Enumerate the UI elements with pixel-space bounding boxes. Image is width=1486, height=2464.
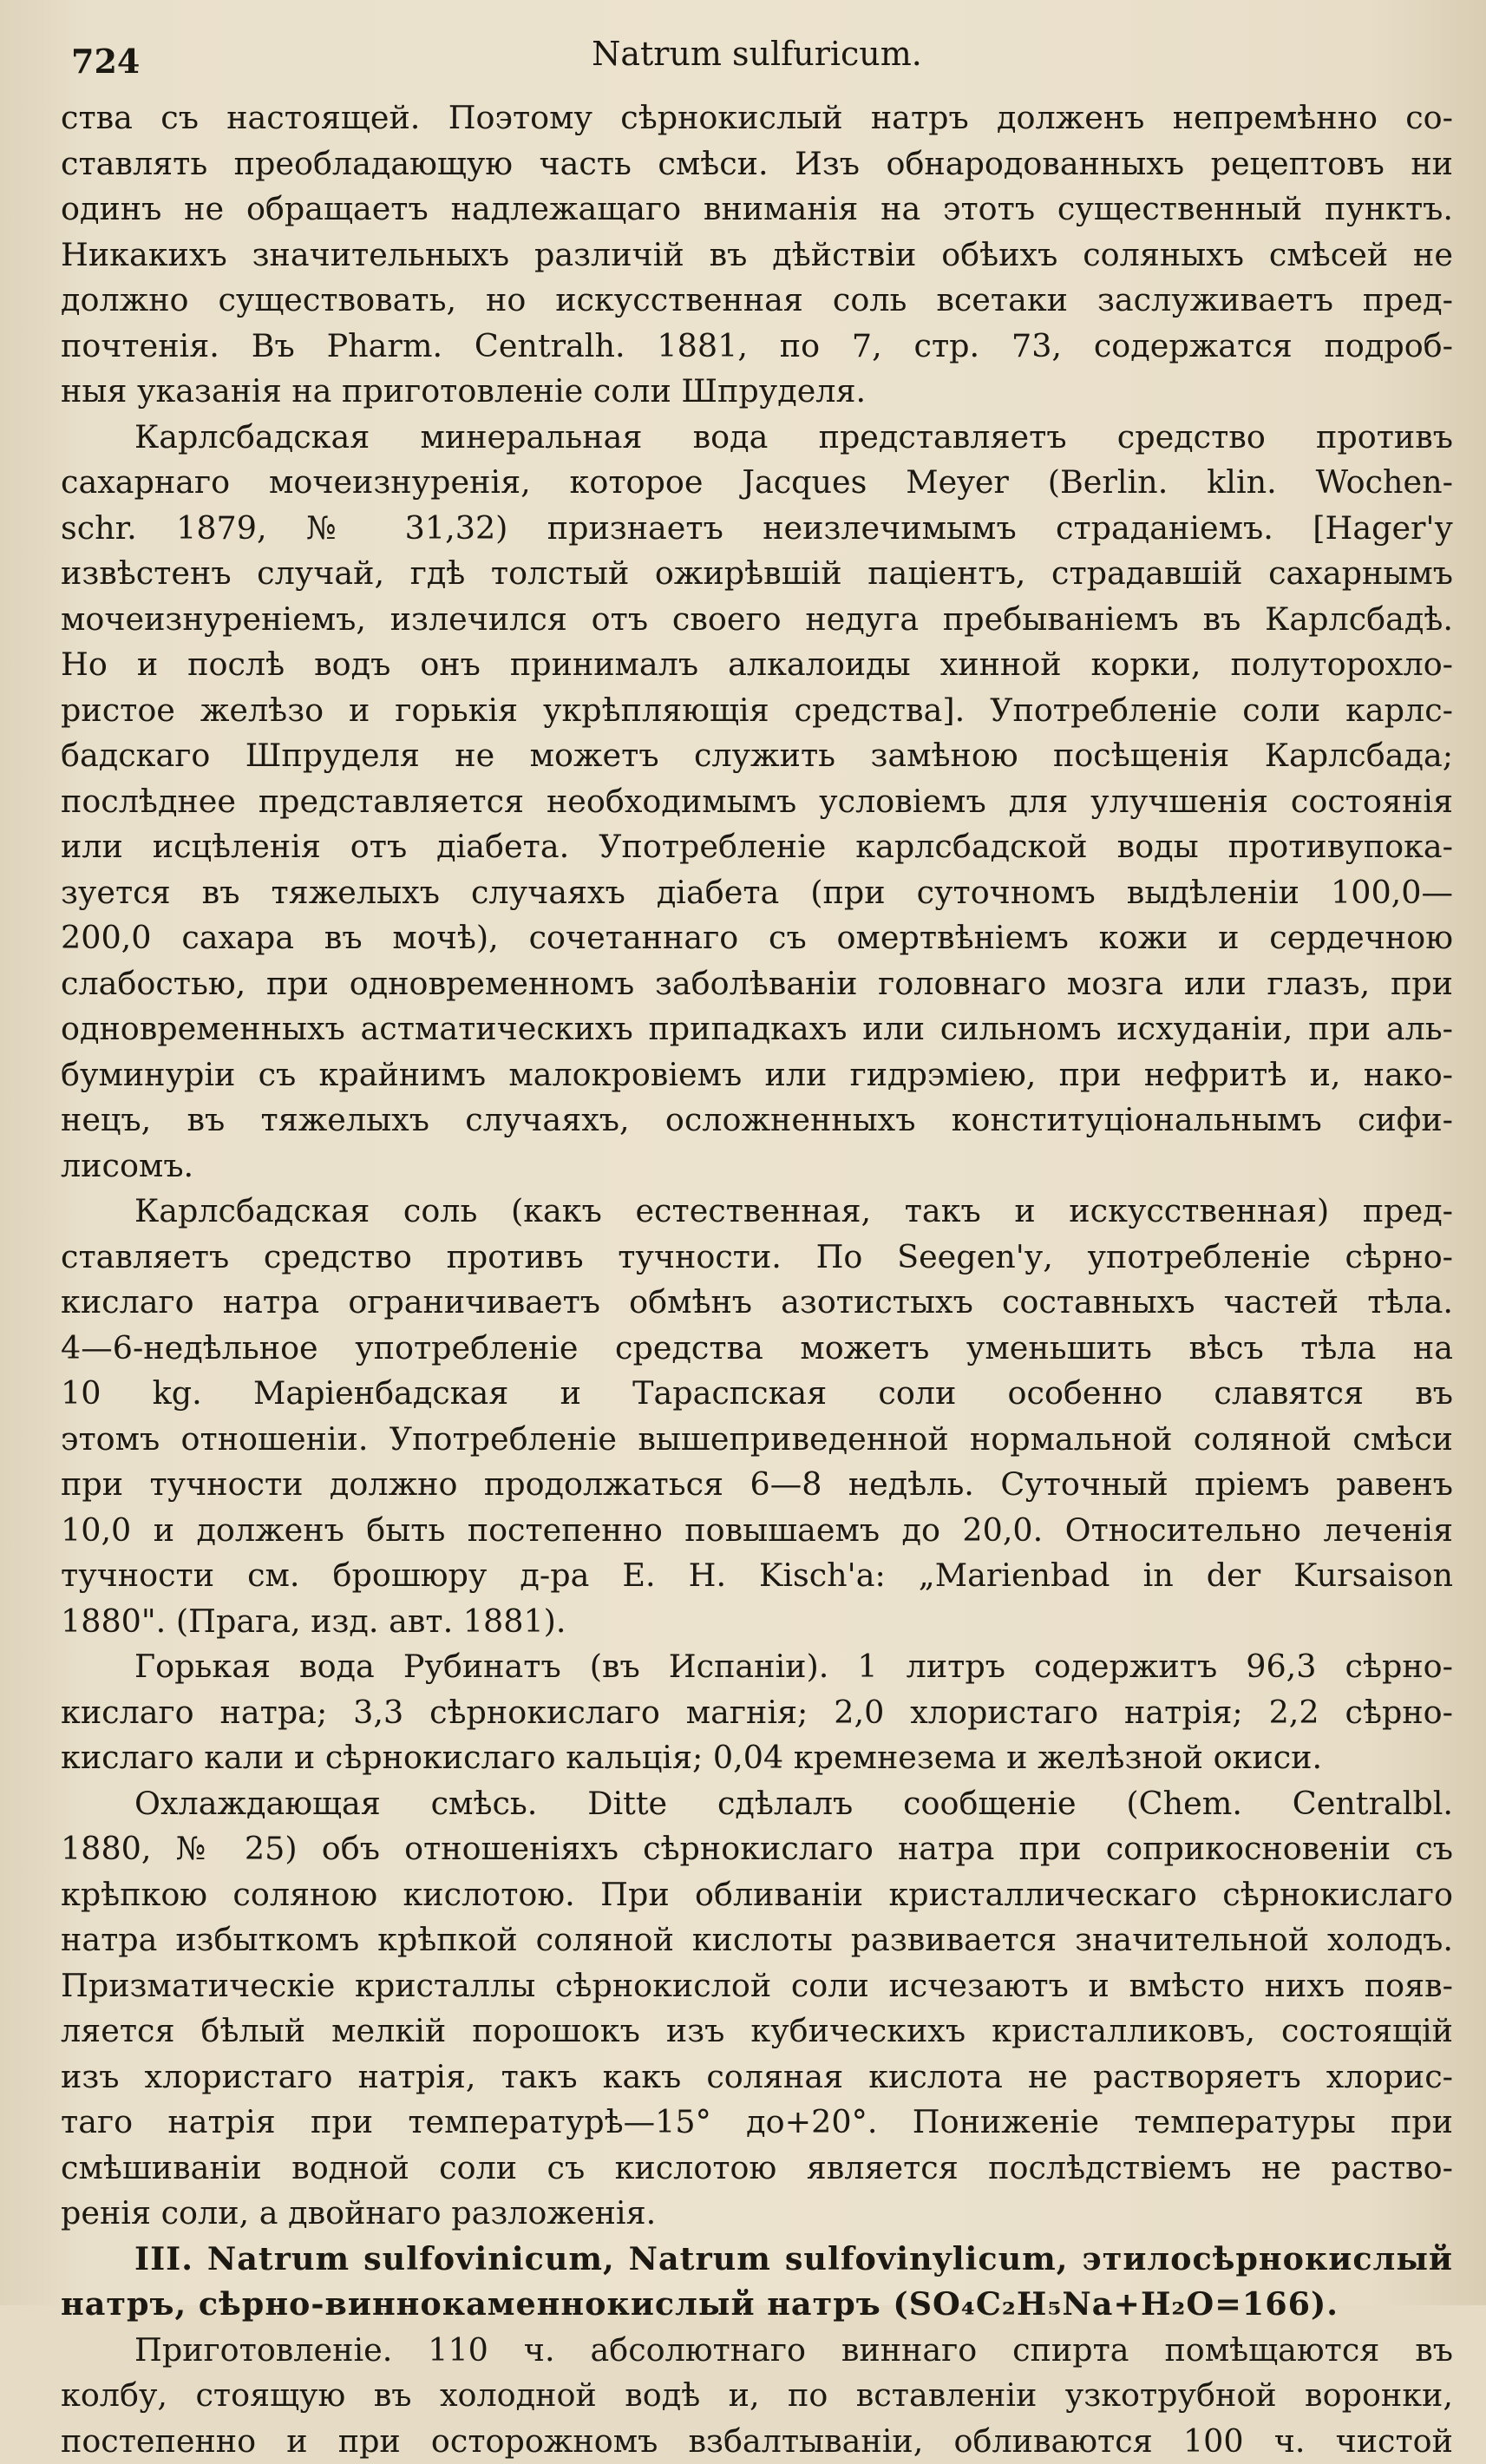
- text-line: смѣшиваніи водной соли съ кислотою является послѣдствіемъ не раство-: [61, 2146, 1453, 2192]
- section-heading-iii: [61, 2237, 1453, 2328]
- text-line: III. Natrum sulfovinicum, Natrum sulfovinylicum, этилосѣрнокислый: [61, 2237, 1453, 2283]
- text-line: одновременныхъ астматическихъ припадкахъ или сильномъ исхуданіи, при аль-: [61, 1006, 1453, 1052]
- text-line: 1880". (Прага, изд. авт. 1881).: [61, 1599, 1453, 1645]
- text-line: слабостью, при одновременномъ заболѣваніи головнаго мозга или глазъ, при: [61, 961, 1453, 1007]
- text-line: сахарнаго мочеизнуренія, которое Jacques Meyer (Berlin. klin. Wochen-: [61, 460, 1453, 506]
- text-line: кислаго натра; 3,3 сѣрнокислаго магнія; 2,0 хлористаго натрія; 2,2 сѣрно-: [61, 1690, 1453, 1736]
- text-line: нецъ, въ тяжелыхъ случаяхъ, осложненныхъ конституціональнымъ сифи-: [61, 1098, 1453, 1144]
- text-line: Призматическіе кристаллы сѣрнокислой соли исчезаютъ и вмѣсто нихъ появ-: [61, 1963, 1453, 2009]
- text-line: или исцѣленія отъ діабета. Употребленіе карлсбадской воды противупока-: [61, 824, 1453, 870]
- paragraph-rubinat: [61, 1644, 1453, 1781]
- running-title: Natrum sulfuricum.: [61, 35, 1453, 73]
- text-line: Карлсбадская минеральная вода представляетъ средство противъ: [61, 415, 1453, 461]
- text-line: кислаго натра ограничиваетъ обмѣнъ азотистыхъ составныхъ частей тѣла.: [61, 1280, 1453, 1326]
- text-line: ристое желѣзо и горькія укрѣпляющія средства]. Употребленіе соли карлс-: [61, 688, 1453, 734]
- text-line: натра избыткомъ крѣпкой соляной кислоты развивается значительной холодъ.: [61, 1917, 1453, 1963]
- text-line: 4—6-недѣльное употребленіе средства можетъ уменьшить вѣсъ тѣла на: [61, 1326, 1453, 1372]
- text-line: должно существовать, но искусственная соль всетаки заслуживаетъ пред-: [61, 278, 1453, 324]
- text-line: ренія соли, а двойнаго разложенія.: [61, 2191, 1453, 2237]
- paragraph-1: [61, 95, 1453, 415]
- text-line: таго натрія при температурѣ—15° до+20°. Пониженіе температуры при: [61, 2100, 1453, 2146]
- text-line: крѣпкою соляною кислотою. При обливаніи кристаллическаго сѣрнокислаго: [61, 1872, 1453, 1918]
- text-line: кислаго кали и сѣрнокислаго кальція; 0,04 кремнезема и желѣзной окиси.: [61, 1735, 1453, 1781]
- text-line: лисомъ.: [61, 1144, 1453, 1189]
- running-head: [61, 35, 1453, 95]
- text-line: 10,0 и долженъ быть постепенно повышаемъ до 20,0. Относительно леченія: [61, 1508, 1453, 1554]
- paragraph-2: [61, 415, 1453, 1189]
- page-number: 724: [71, 42, 140, 81]
- text-line: ставляетъ средство противъ тучности. По Seegen'у, употребленіе сѣрно-: [61, 1235, 1453, 1281]
- text-line: бадскаго Шпруделя не можетъ служить замѣною посѣщенія Карлсбада;: [61, 733, 1453, 779]
- text-line: извѣстенъ случай, гдѣ толстый ожирѣвшій паціентъ, страдавшій сахарнымъ: [61, 551, 1453, 597]
- text-line: 10 kg. Маріенбадская и Тараспская соли особенно славятся въ: [61, 1371, 1453, 1417]
- text-line: тучности см. брошюру д-ра E. H. Kisch'a: „Marienbad in der Kursaison: [61, 1553, 1453, 1599]
- text-line: ставлять преобладающую часть смѣси. Изъ обнародованныхъ рецептовъ ни: [61, 141, 1453, 187]
- paragraph-cooling-mixture: [61, 1781, 1453, 2237]
- paragraph-preparation: [61, 2328, 1453, 2464]
- text-line: почтенія. Въ Pharm. Centralh. 1881, по 7, стр. 73, содержатся подроб-: [61, 324, 1453, 370]
- text-line: зуется въ тяжелыхъ случаяхъ діабета (при суточномъ выдѣленіи 100,0—: [61, 870, 1453, 916]
- text-line: ляется бѣлый мелкій порошокъ изъ кубическихъ кристалликовъ, состоящій: [61, 2009, 1453, 2054]
- text-line: 1880, № 25) объ отношеніяхъ сѣрнокислаго натра при соприкосновеніи съ: [61, 1826, 1453, 1872]
- text-line: ства съ настоящей. Поэтому сѣрнокислый натръ долженъ непремѣнно со-: [61, 95, 1453, 141]
- text-line: 200,0 сахара въ мочѣ), сочетаннаго съ омертвѣніемъ кожи и сердечною: [61, 915, 1453, 961]
- text-line: этомъ отношеніи. Употребленіе вышеприведенной нормальной соляной смѣси: [61, 1417, 1453, 1463]
- text-line: Но и послѣ водъ онъ принималъ алкалоиды хинной корки, полуторохло-: [61, 642, 1453, 688]
- text-line: одинъ не обращаетъ надлежащаго вниманія на этотъ существенный пунктъ.: [61, 187, 1453, 233]
- text-line: мочеизнуреніемъ, излечился отъ своего недуга пребываніемъ въ Карлсбадѣ.: [61, 597, 1453, 643]
- text-line: при тучности должно продолжаться 6—8 недѣль. Суточный пріемъ равенъ: [61, 1462, 1453, 1508]
- text-line: колбу, стоящую въ холодной водѣ и, по вставленіи узкотрубной воронки,: [61, 2373, 1453, 2419]
- text-line: Охлаждающая смѣсь. Ditte сдѣлалъ сообщеніе (Chem. Centralbl.: [61, 1781, 1453, 1827]
- text-line: натръ, сѣрно-виннокаменнокислый натръ (SO₄C₂H₅Na+H₂O=166).: [61, 2282, 1453, 2328]
- text-line: schr. 1879, № 31,32) признаетъ неизлечимымъ страданіемъ. [Hager'у: [61, 506, 1453, 552]
- text-line: Никакихъ значительныхъ различій въ дѣйствіи обѣихъ соляныхъ смѣсей не: [61, 233, 1453, 279]
- text-line: буминуріи съ крайнимъ малокровіемъ или гидрэміею, при нефритѣ и, нако-: [61, 1052, 1453, 1098]
- text-line: Горькая вода Рубинатъ (въ Испаніи). 1 литръ содержитъ 96,3 сѣрно-: [61, 1644, 1453, 1690]
- text-line: Карлсбадская соль (какъ естественная, такъ и искусственная) пред-: [61, 1189, 1453, 1235]
- paragraph-3: [61, 1189, 1453, 1644]
- text-line: послѣднее представляется необходимымъ условіемъ для улучшенія состоянія: [61, 779, 1453, 825]
- text-line: изъ хлористаго натрія, такъ какъ соляная кислота не растворяетъ хлорис-: [61, 2054, 1453, 2100]
- text-line: постепенно и при осторожномъ взбалтываніи, обливаются 100 ч. чистой: [61, 2419, 1453, 2464]
- text-line: ныя указанія на приготовленіе соли Шпруделя.: [61, 369, 1453, 415]
- text-line: Приготовленіе. 110 ч. абсолютнаго виннаго спирта помѣщаются въ: [61, 2328, 1453, 2374]
